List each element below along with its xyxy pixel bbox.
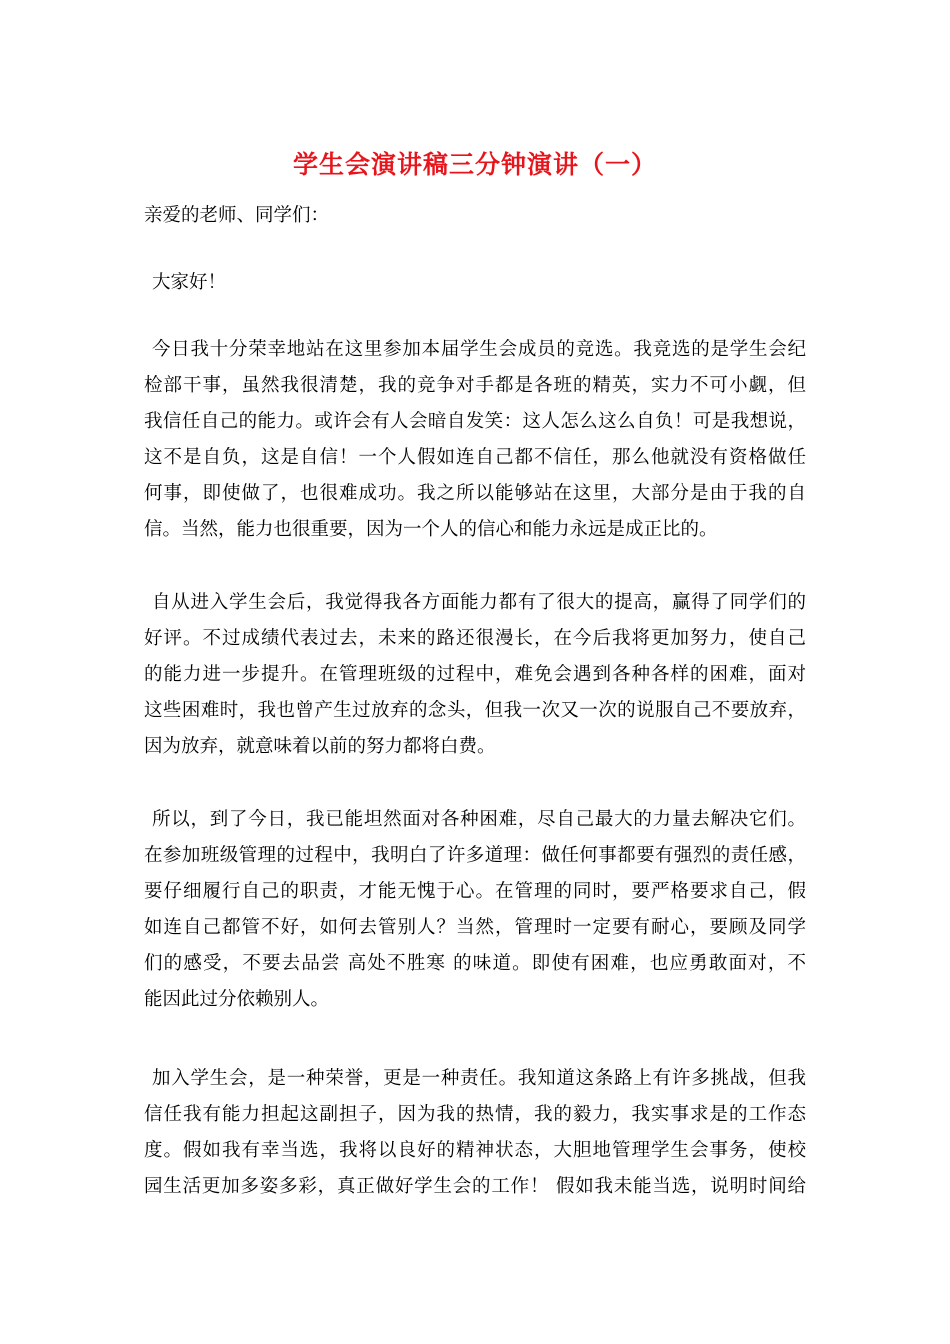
paragraph-1 (144, 332, 806, 548)
paragraph-3 (144, 802, 806, 1018)
salutation-text: 亲爱的老师、同学们： (144, 205, 330, 226)
paragraph-line: 园生活更加多姿多彩，真正做好学生会的工作！ 假如我未能当选，说明时间给 (144, 1176, 806, 1197)
paragraph-line: 自从进入学生会后，我觉得我各方面能力都有了很大的提高，赢得了同学们的 (152, 592, 806, 613)
paragraph-4 (144, 1061, 806, 1205)
document-title: 学生会演讲稿三分钟演讲（一） (292, 150, 657, 179)
paragraph-line: 在参加班级管理的过程中，我明白了许多道理：做任何事都要有强烈的责任感， (144, 845, 806, 866)
paragraph-line: 这不是自负，这是自信！一个人假如连自己都不信任，那么他就没有资格做任 (144, 447, 806, 468)
paragraph-line: 所以，到了今日，我已能坦然面对各种困难，尽自己最大的力量去解决它们。 (152, 809, 806, 830)
paragraph-line: 们的感受，不要去品尝 高处不胜寒 的味道。即使有困难，也应勇敢面对，不 (144, 953, 806, 974)
paragraph-line: 能因此过分依赖别人。 (144, 989, 330, 1010)
greeting (144, 265, 806, 301)
paragraph-line: 何事，即使做了，也很难成功。我之所以能够站在这里，大部分是由于我的自 (144, 483, 806, 504)
paragraph-line: 如连自己都管不好，如何去管别人？当然，管理时一定要有耐心，要顾及同学 (144, 917, 806, 938)
paragraph-2 (144, 585, 806, 765)
greeting-text: 大家好！ (152, 272, 227, 293)
paragraph-line: 我信任自己的能力。或许会有人会暗自发笑：这人怎么这么自负！可是我想说， (144, 411, 806, 432)
paragraph-line: 的能力进一步提升。在管理班级的过程中，难免会遇到各种各样的困难，面对 (144, 664, 806, 685)
salutation (144, 198, 806, 234)
paragraph-line: 这些困难时，我也曾产生过放弃的念头，但我一次又一次的说服自己不要放弃， (144, 700, 806, 721)
paragraph-line: 要仔细履行自己的职责，才能无愧于心。在管理的同时，要严格要求自己，假 (144, 881, 806, 902)
paragraph-line: 检部干事，虽然我很清楚，我的竞争对手都是各班的精英，实力不可小觑，但 (144, 375, 806, 396)
paragraph-line: 度。假如我有幸当选，我将以良好的精神状态，大胆地管理学生会事务，使校 (144, 1140, 806, 1161)
paragraph-line: 加入学生会，是一种荣誉，更是一种责任。我知道这条路上有许多挑战，但我 (152, 1068, 806, 1089)
paragraph-line: 信任我有能力担起这副担子，因为我的热情，我的毅力，我实事求是的工作态 (144, 1104, 806, 1125)
paragraph-line: 因为放弃，就意味着以前的努力都将白费。 (144, 736, 496, 757)
paragraph-line: 好评。不过成绩代表过去，未来的路还很漫长，在今后我将更加努力，使自己 (144, 628, 806, 649)
paragraph-line: 信。当然，能力也很重要，因为一个人的信心和能力永远是成正比的。 (144, 519, 718, 540)
paragraph-line: 今日我十分荣幸地站在这里参加本届学生会成员的竞选。我竞选的是学生会纪 (152, 339, 806, 360)
